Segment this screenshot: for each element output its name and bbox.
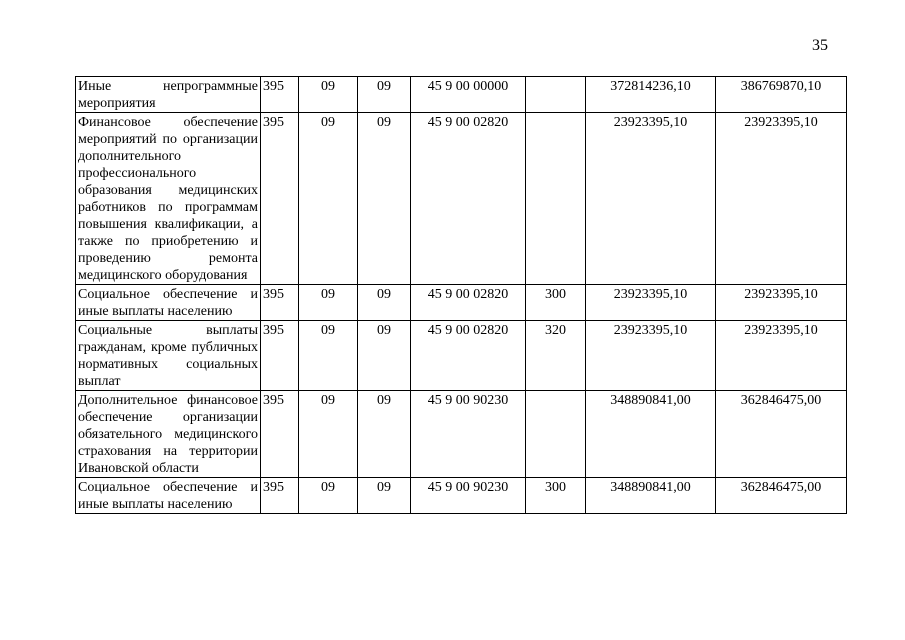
table-row: [76, 285, 847, 321]
row-subsection-code: 09: [358, 77, 411, 113]
row-subsection-code: 09: [358, 391, 411, 478]
row-subsection-code: 09: [358, 113, 411, 285]
row-sum-year1: 372814236,10: [586, 77, 716, 113]
row-grbs-code: 395: [261, 391, 299, 478]
page-number: 35: [812, 37, 828, 54]
row-sum-year1: 348890841,00: [586, 478, 716, 514]
row-target-article: 45 9 00 90230: [411, 478, 526, 514]
row-sum-year2: 23923395,10: [716, 113, 847, 285]
row-sum-year1: 23923395,10: [586, 321, 716, 391]
row-name: Социальные выплаты гражданам, кроме публичных нормативных социальных выплат: [76, 321, 261, 391]
row-target-article: 45 9 00 00000: [411, 77, 526, 113]
row-target-article: 45 9 00 90230: [411, 391, 526, 478]
row-expense-type: 320: [526, 321, 586, 391]
row-grbs-code: 395: [261, 478, 299, 514]
row-sum-year2: 23923395,10: [716, 321, 847, 391]
table-row: [76, 77, 847, 113]
row-name: Социальное обеспечение и иные выплаты населению: [76, 285, 261, 321]
row-sum-year1: 23923395,10: [586, 113, 716, 285]
row-expense-type: [526, 391, 586, 478]
row-grbs-code: 395: [261, 77, 299, 113]
row-grbs-code: 395: [261, 285, 299, 321]
row-name: Дополнительное финансовое обеспечение организации обязательного медицинского страхования на территории Ивановской области: [76, 391, 261, 478]
row-sum-year2: 23923395,10: [716, 285, 847, 321]
row-section-code: 09: [299, 285, 358, 321]
row-section-code: 09: [299, 391, 358, 478]
row-name: Иные непрограммные мероприятия: [76, 77, 261, 113]
table-row: [76, 321, 847, 391]
row-grbs-code: 395: [261, 321, 299, 391]
row-expense-type: [526, 77, 586, 113]
row-subsection-code: 09: [358, 478, 411, 514]
row-name: Социальное обеспечение и иные выплаты населению: [76, 478, 261, 514]
row-expense-type: 300: [526, 285, 586, 321]
budget-table: [75, 76, 847, 514]
row-sum-year2: 362846475,00: [716, 478, 847, 514]
row-expense-type: [526, 113, 586, 285]
row-sum-year1: 23923395,10: [586, 285, 716, 321]
row-expense-type: 300: [526, 478, 586, 514]
row-section-code: 09: [299, 478, 358, 514]
row-subsection-code: 09: [358, 285, 411, 321]
row-target-article: 45 9 00 02820: [411, 285, 526, 321]
row-subsection-code: 09: [358, 321, 411, 391]
table-row: [76, 113, 847, 285]
row-sum-year2: 386769870,10: [716, 77, 847, 113]
table-row: [76, 391, 847, 478]
row-section-code: 09: [299, 113, 358, 285]
row-section-code: 09: [299, 77, 358, 113]
row-target-article: 45 9 00 02820: [411, 113, 526, 285]
table-row: [76, 478, 847, 514]
row-sum-year1: 348890841,00: [586, 391, 716, 478]
row-name: Финансовое обеспечение мероприятий по организации дополнительного профессионального образования медицинских работников по программам повышения квалификации, а также по приобретению и проведению ремонта медицинского оборудования: [76, 113, 261, 285]
row-grbs-code: 395: [261, 113, 299, 285]
row-target-article: 45 9 00 02820: [411, 321, 526, 391]
row-section-code: 09: [299, 321, 358, 391]
row-sum-year2: 362846475,00: [716, 391, 847, 478]
